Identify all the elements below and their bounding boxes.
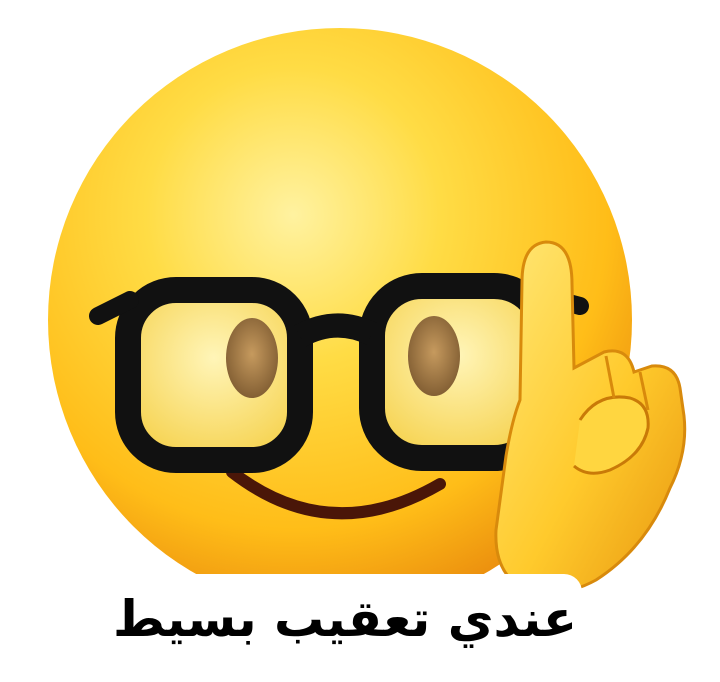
left-eye — [226, 318, 278, 398]
right-eye — [408, 316, 460, 396]
caption-text: عندي تعقيب بسيط — [112, 590, 577, 648]
caption-box — [108, 574, 582, 664]
